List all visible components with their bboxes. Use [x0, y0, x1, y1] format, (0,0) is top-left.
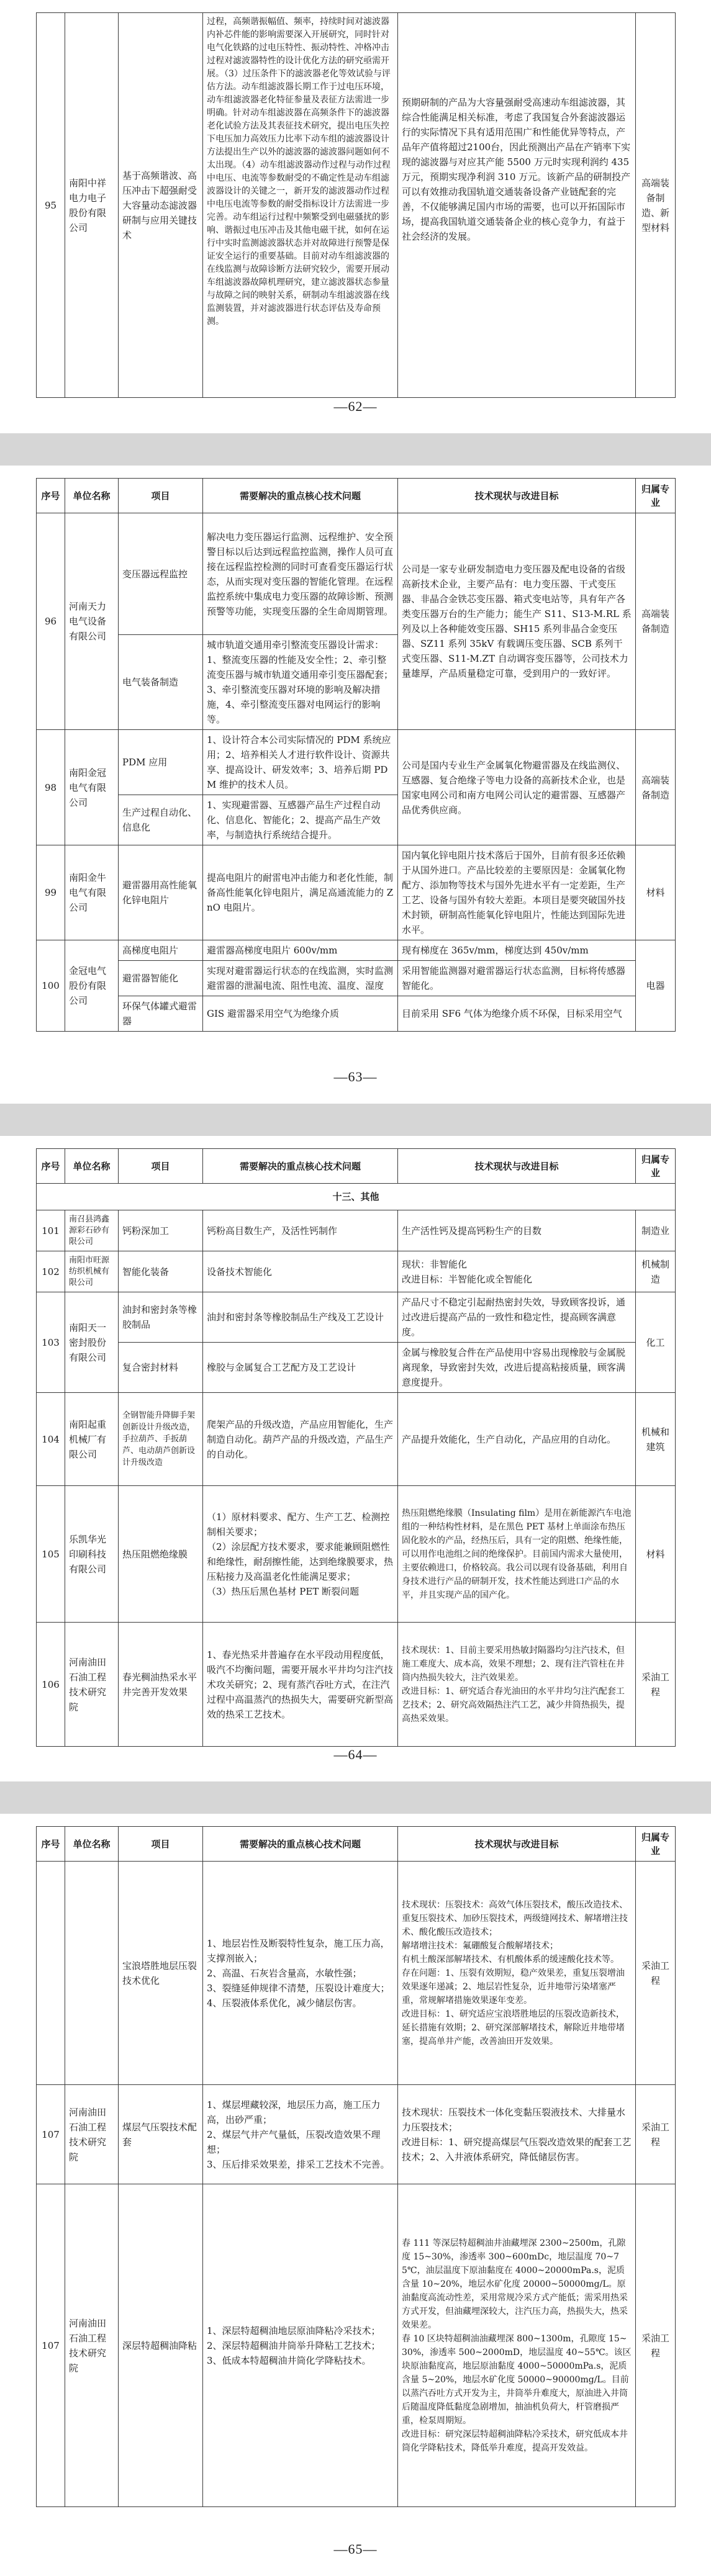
header-field: 归属专业 [636, 1827, 676, 1862]
table-row [37, 13, 676, 398]
row-unit: 南阳天一密封股份有限公司 [65, 1292, 119, 1393]
header-status: 技术现状与改进目标 [398, 1149, 636, 1184]
page-63 [0, 466, 711, 1104]
row-field: 机械制造 [636, 1251, 676, 1292]
row-seq: 102 [37, 1251, 65, 1292]
header-seq: 序号 [37, 479, 65, 513]
row-project: 春光稠油热采水平井完善开发效果 [119, 1623, 203, 1747]
table-row [37, 961, 676, 996]
row-seq: 104 [37, 1393, 65, 1486]
row-status: 现状：非智能化 改进目标：半智能化或全智能化 [398, 1251, 636, 1292]
row-project: 深层特超稠油降粘 [119, 2184, 203, 2507]
row-unit: 乐凯华光印刷科技有限公司 [65, 1486, 119, 1623]
row-field: 高端装备制造、新型材料 [636, 13, 676, 398]
tech-problem-table [36, 12, 676, 398]
row-seq: 107 [37, 2085, 65, 2184]
row-field: 高端装备制造 [636, 513, 676, 730]
page-number: —64— [333, 1747, 378, 1762]
row-seq: 96 [37, 513, 65, 730]
table-row [37, 1292, 676, 1343]
row-project: 智能化装备 [119, 1251, 203, 1292]
row-field: 机械和建筑 [636, 1393, 676, 1486]
row-problem: GIS 避雷器采用空气为绝缘介质 [203, 996, 398, 1032]
table-row [37, 996, 676, 1032]
row-status: 国内氧化锌电阻片技术落后于国外，目前有很多还依赖于从国外进口。产品比较差的主要原因是：金属氧化物配方、添加物等技术与国外先进水平有一定差距，生产工艺、设备与国外有较大差距。本项目是要突破国外技术封锁，研制高性能氧化锌电阻片，性能达到国际先进水平。 [398, 845, 636, 940]
row-unit: 河南油田石油工程技术研究院 [65, 2085, 119, 2184]
table-row [37, 1623, 676, 1747]
tech-problem-table [36, 478, 676, 1032]
row-project: 避雷器智能化 [119, 961, 203, 996]
section-title: 十三、其他 [37, 1184, 676, 1210]
row-problem: 1、地层岩性及断裂特性复杂，施工压力高，支撑剂嵌入； 2、高温、石灰岩含量高，水敏性强； 3、裂缝延伸规律不清楚，压裂设计难度大； 4、压裂液体系优化，减少储层伤害。 [203, 1862, 398, 2085]
row-problem: 实现对避雷器运行状态的在线监测，实时监测避雷器的泄漏电流、阻性电流、温度、湿度 [203, 961, 398, 996]
row-unit: 南召县鸿鑫源彩石砂有限公司 [65, 1210, 119, 1251]
row-project: 电气装备制造 [119, 635, 203, 730]
table-row [37, 2184, 676, 2507]
page-number: —62— [333, 399, 378, 414]
row-status: 目前采用 SF6 气体为绝缘介质不环保，目标采用空气 [398, 996, 636, 1032]
header-unit: 单位名称 [65, 1827, 119, 1862]
row-seq: 106 [37, 1623, 65, 1747]
header-field: 归属专业 [636, 479, 676, 513]
row-problem: 设备技术智能化 [203, 1251, 398, 1292]
row-status: 技术现状：压裂技术一体化变黏压裂液技术、大排量水力压裂技术； 改进目标：1、研究提高煤层气压裂改造效果的配套工艺技术；2、入井液体系研究，降低储层伤害。 [398, 2085, 636, 2184]
table-row [37, 1862, 676, 2085]
row-seq: 105 [37, 1486, 65, 1623]
row-field: 化工 [636, 1292, 676, 1393]
row-project: 生产过程自动化、信息化 [119, 795, 203, 845]
row-project: 宝浪塔胜地层压裂技术优化 [119, 1862, 203, 2085]
row-problem: 1、实现避雷器、互感器产品生产过程自动化、信息化、智能化；2、提高产品生产效率，与制造执行系统结合提升。 [203, 795, 398, 845]
row-status: 生产活性钙及提高钙粉生产的目数 [398, 1210, 636, 1251]
page-62 [0, 0, 711, 433]
row-problem: 城市轨道交通用牵引整流变压器设计需求：1、整流变压器的性能及安全性；2、牵引整流变压器与城市轨道交通用牵引变压器配套；3、牵引整流变压器对环境的影响及解决措施，4、牵引整流变压器对电网运行的影响等。 [203, 635, 398, 730]
row-status: 产品提升效能化，生产自动化，产品应用的自动化。 [398, 1393, 636, 1486]
table-row [37, 1486, 676, 1623]
row-problem: 过程，高频谐振幅值、频率，持续时间对滤波器内补芯件能的影响需要深入开展研究，同时针对电气化铁路的过电压特性、振动特性、冲格冲击过程对滤波器特性的设计优化方法的研究亟需开展。（3）过压条件下的滤波器老化等效试验与评估方法。动车组滤波器长期工作于过电压环境，动车组滤波器老化特征参量及表征方法需进一步明确。针对动车组滤波器在高频条件下的滤波器老化试验方法及其表征技术研究，提出电压失控下电压加力高效压力比率下动车组的滤波器设计方法提出生产以外的滤波器的滤波器问题如何不太出现。（4）动车组滤波器动作过程与动作过程中电压、电流等参数耐受的不确定性是动车组滤波器设计的关键之一，新开发的滤波器动作过程中电压电流等参数的耐受指标设计方法需进一步完善。动车组运行过程中频繁受到电磁骚扰的影响、谐振过电压冲击及其他电磁干扰，如何在运行中实时监测滤波器状态并对故障进行预警是保证安全运行的重要基础。目前对动车组滤波器的在线监测与故障诊断方法研究较少，需要开展动车组滤波器故障机理研究，建立滤波器状态参量与故障之间的映射关系，研制动车组滤波器在线监测装置，并对滤波器进行状态评估及寿命预测。 [203, 13, 398, 398]
row-seq: 103 [37, 1292, 65, 1393]
row-status: 公司是国内专业生产金属氧化物避雷器及在线监测仪、互感器、复合绝缘子等电力设备的高新技术企业，也是国家电网公司和南方电网公司认定的避雷器、互感器产品优秀供应商。 [398, 730, 636, 845]
row-problem: 避雷器高梯度电阻片 600v/mm [203, 940, 398, 961]
row-project: 避雷器用高性能氧化锌电阻片 [119, 845, 203, 940]
table-row [37, 513, 676, 635]
row-field: 高端装备制造 [636, 730, 676, 845]
table-row [37, 730, 676, 795]
row-field: 制造业 [636, 1210, 676, 1251]
tech-problem-table [36, 1148, 676, 1747]
row-field: 采油工程 [636, 1862, 676, 2085]
page-gap [0, 1781, 711, 1814]
row-problem: 爬架产品的升级改造，产品应用智能化，生产制造自动化。葫芦产品的升级改造，产品生产的自动化。 [203, 1393, 398, 1486]
header-unit: 单位名称 [65, 1149, 119, 1184]
header-project: 项目 [119, 479, 203, 513]
row-status: 金属与橡胶复合件在产品使用中容易出现橡胶与金属脱离现象，导致密封失效，改进后提高粘接质量，顾客满意度提升。 [398, 1343, 636, 1393]
row-seq: 107 [37, 2184, 65, 2507]
row-seq: 99 [37, 845, 65, 940]
row-project: 基于高频谐波、高压冲击下超强耐受大容量动态滤波器研制与应用关键技术 [119, 13, 203, 398]
page-number: —63— [333, 1069, 378, 1084]
row-field: 采油工程 [636, 1623, 676, 1747]
table-row [37, 940, 676, 961]
table-row [37, 1251, 676, 1292]
row-status: 技术现状：1、目前主要采用热敏封隔器均匀注汽技术，但施工难度大、成本高，效果不理想；2、现有注汽管柱在井筒内热损失较大，注汽效果差。 改进目标：1、研究适合春光油田的水平井均匀注汽配套工艺技术；2、研究高效隔热注汽工艺，减少井筒热损失，提高热采效果。 [398, 1623, 636, 1747]
table-row [37, 1393, 676, 1486]
row-status: 技术现状：压裂技术：高效气体压裂技术，酸压改造技术、重复压裂技术、加砂压裂技术，两级缝网技术、解堵增注技术、酸化酸压改造技术； 解堵增注技术：氟硼酸复合酸解堵技术； 有机土酸深部解堵技术、有机酸体系的缓速酸化技术等。 存在问题：1、压裂有效期短，稳产效果差，重复压裂增油效果逐年递减；2、地层岩性复杂，近井地带污染堵塞严重，常规解堵措施效果逐年变差。 改进目标：1、研究适应宝浪塔胜地层的压裂改造新技术，延长措施有效期；2、研究深部解堵技术，解除近井地带堵塞，提高单井产能，改善油田开发效果。 [398, 1862, 636, 2085]
page-number: —65— [333, 2541, 378, 2557]
table-row [37, 1210, 676, 1251]
page-65 [0, 1814, 711, 2576]
row-seq: 95 [37, 13, 65, 398]
row-field: 采油工程 [636, 2085, 676, 2184]
row-project: 高梯度电阻片 [119, 940, 203, 961]
header-status: 技术现状与改进目标 [398, 1827, 636, 1862]
header-problem: 需要解决的重点核心技术问题 [203, 1827, 398, 1862]
row-unit: 南阳市旺源纺织机械有限公司 [65, 1251, 119, 1292]
header-problem: 需要解决的重点核心技术问题 [203, 479, 398, 513]
row-status: 春 111 等深层特超稠油井油藏埋深 2300~2500m，孔隙度 15~30%，渗透率 300~600mDc，地层温度 70~75℃，油层温度下原油黏度在 4000~20000mPa.s，泥质含量 10~20%，地层水矿化度 20000~50000mg/L。原油黏度高流动性差，采用常规冷采方式产能低；需采用热采方式开发，但油藏埋深较大，注汽压力高，热损失大，热采效果差。 春 10 区块特超稠油油藏埋深 800~1300m，孔隙度 15~30%，渗透率 500~2000mD，地层温度 40~55℃。该区块原油黏度高，地层原油黏度 4000~50000mPa.s，泥质含量 5~20%，地层水矿化度 50000~90000mg/L。目前以蒸汽吞吐方式开发为主，井筒举升难度大，原油进入井筒后随温度降低黏度急剧增加，抽油机负荷大，杆管磨损严重，检泵周期短。 改进目标：研究深层特超稠油降粘冷采技术，研究低成本井筒化学降粘技术，降低举升难度，提高开发效益。 [398, 2184, 636, 2507]
row-status: 产品尺寸不稳定引起耐热密封失效，导致顾客投诉，通过改进后提高产品的一致性和稳定性，提高顾客满意度。 [398, 1292, 636, 1343]
row-project: 油封和密封条等橡胶制品 [119, 1292, 203, 1343]
row-problem: 解决电力变压器运行监测、远程维护、安全预警目标以后达到远程监控监测，操作人员可直接在远程监控检测的同时可查看变压器运行状态，从而实现对变压器的智能化管理。在远程监控系统中集成电力变压器的故障诊断、预测预警等功能，实现变压器的全生命周期管理。 [203, 513, 398, 635]
row-status: 采用智能监测器对避雷器运行状态监测，目标将传感器智能化。 [398, 961, 636, 996]
header-status: 技术现状与改进目标 [398, 479, 636, 513]
row-unit: 南阳起重机械厂有限公司 [65, 1393, 119, 1486]
row-unit: 河南油田石油工程技术研究院 [65, 1623, 119, 1747]
row-unit: 南阳中祥电力电子股份有限公司 [65, 13, 119, 398]
header-problem: 需要解决的重点核心技术问题 [203, 1149, 398, 1184]
row-field: 电器 [636, 940, 676, 1032]
row-project: 环保气体罐式避雷器 [119, 996, 203, 1032]
row-unit [65, 1862, 119, 2085]
row-unit: 南阳金牛电气有限公司 [65, 845, 119, 940]
section-row [37, 1184, 676, 1210]
row-field: 材料 [636, 845, 676, 940]
table-row [37, 1343, 676, 1393]
table-header [37, 1149, 676, 1184]
row-problem: 1、煤层埋藏较深，地层压力高，施工压力高，出砂严重； 2、煤层气井产气量低，压裂改造效果不理想； 3、压后排采效果差，排采工艺技术不完善。 [203, 2085, 398, 2184]
table-row [37, 2085, 676, 2184]
row-project: 热压阻燃绝缘膜 [119, 1486, 203, 1623]
row-problem: 提高电阻片的耐雷电冲击能力和老化性能，制备高性能氧化锌电阻片，满足高通流能力的 ZnO 电阻片。 [203, 845, 398, 940]
table-row [37, 845, 676, 940]
row-problem: 橡胶与金属复合工艺配方及工艺设计 [203, 1343, 398, 1393]
row-problem: 油封和密封条等橡胶制品生产线及工艺设计 [203, 1292, 398, 1343]
row-unit: 河南天力电气设备有限公司 [65, 513, 119, 730]
row-status: 热压阻燃绝缘膜（Insulating film）是用在新能源汽车电池组的一种结构性材料，是在黑色 PET 基材上单面涂布热压固化胶水的产品，经热压后，具有一定的阻燃、绝缘性能，可以用作电池组之间的绝缘保护。目前国内需求大量使用，主要依赖进口，价格较高。我公司以现有设备基础，利用自身技术进行产品的研制开发，技术性能达到进口产品的水平，并且实现产品的国产化。 [398, 1486, 636, 1623]
row-unit: 河南油田石油工程技术研究院 [65, 2184, 119, 2507]
row-status: 公司是一家专业研发制造电力变压器及配电设备的省级高新技术企业，主要产品有：电力变压器、干式变压器、非晶合金铁芯变压器、箱式变电站等，具有年产各类变压器万台的生产能力；能生产 S11、S13-M.RL 系列及以上各种能效变压器、SH15 系列非晶合金变压器、SZ11 系列 35kV 有载调压变压器、SCB 系列干式变压器、S11-M.ZT 自动调容变压器等，公司技术力量雄厚，产品质量稳定可靠，受到用户的一致好评。 [398, 513, 636, 730]
header-unit: 单位名称 [65, 479, 119, 513]
row-field: 材料 [636, 1486, 676, 1623]
row-problem: 1、深层特超稠油地层原油降粘冷采技术； 2、深层特超稠油井筒举升降粘工艺技术； 3、低成本特超稠油井筒化学降粘技术。 [203, 2184, 398, 2507]
page-gap [0, 1104, 711, 1136]
row-unit: 南阳金冠电气有限公司 [65, 730, 119, 845]
header-project: 项目 [119, 1827, 203, 1862]
row-project: 全钢智能升降脚手架创新设计升级改造，手拉葫芦、手扳葫芦、电动葫芦创新设计升级改造 [119, 1393, 203, 1486]
row-problem: 1、春光热采井普遍存在水平段动用程度低，吸汽不均衡问题，需要开展水平井均匀注汽技术攻关研究；2、现有蒸汽吞吐方式，在注汽过程中高温蒸汽的热损失大，需要研究新型高效的热采工艺技术。 [203, 1623, 398, 1747]
row-project: 钙粉深加工 [119, 1210, 203, 1251]
row-problem: 钙粉高目数生产，及活性钙制作 [203, 1210, 398, 1251]
header-field: 归属专业 [636, 1149, 676, 1184]
row-unit: 金冠电气股份有限公司 [65, 940, 119, 1032]
page-64 [0, 1136, 711, 1781]
header-seq: 序号 [37, 1149, 65, 1184]
row-status: 现有梯度在 365v/mm，梯度达到 450v/mm [398, 940, 636, 961]
row-seq: 100 [37, 940, 65, 1032]
row-project: 煤层气压裂技术配套 [119, 2085, 203, 2184]
table-header [37, 1827, 676, 1862]
row-field: 采油工程 [636, 2184, 676, 2507]
header-seq: 序号 [37, 1827, 65, 1862]
table-header [37, 479, 676, 513]
tech-problem-table [36, 1826, 676, 2507]
row-seq: 101 [37, 1210, 65, 1251]
row-status: 预期研制的产品为大容量强耐受高速动车组滤波器，其综合性能满足相关标准，考虑了我国复合外套滤波器运行的实际情况下具有适用范围广和性能优异等特点，产品年产值将超过2100台，因此预测出产品在产销率下实现的滤波器与对应其产能 5500 万元时实现利润约 435 万元，预期实现净利润 310 万元。该新产品的研制投产可以有效推动我国轨道交通装备设备产业链配套的完善，不仅能够满足国内市场的需要，也可以开拓国际市场，提高我国轨道交通装备企业的核心竞争力，有益于社会经济的发展。 [398, 13, 636, 398]
row-project: 变压器远程监控 [119, 513, 203, 635]
row-seq: 98 [37, 730, 65, 845]
header-project: 项目 [119, 1149, 203, 1184]
row-problem: 1、设计符合本公司实际情况的 PDM 系统应用；2、培养相关人才进行软件设计、资源共享、提高设计、研发效率；3、培养后期 PDM 维护的技术人员。 [203, 730, 398, 795]
row-project: PDM 应用 [119, 730, 203, 795]
row-project: 复合密封材料 [119, 1343, 203, 1393]
row-seq [37, 1862, 65, 2085]
page-gap [0, 433, 711, 466]
row-problem: （1）原材料要求、配方、生产工艺、检测控制相关要求； （2）涂层配方技术要求，要求能兼顾阻燃性和绝缘性，耐刮擦性能，达到绝缘膜要求，热压粘接力及高温老化性能满足要求； （3）热压后黑色基材 PET 断裂问题 [203, 1486, 398, 1623]
